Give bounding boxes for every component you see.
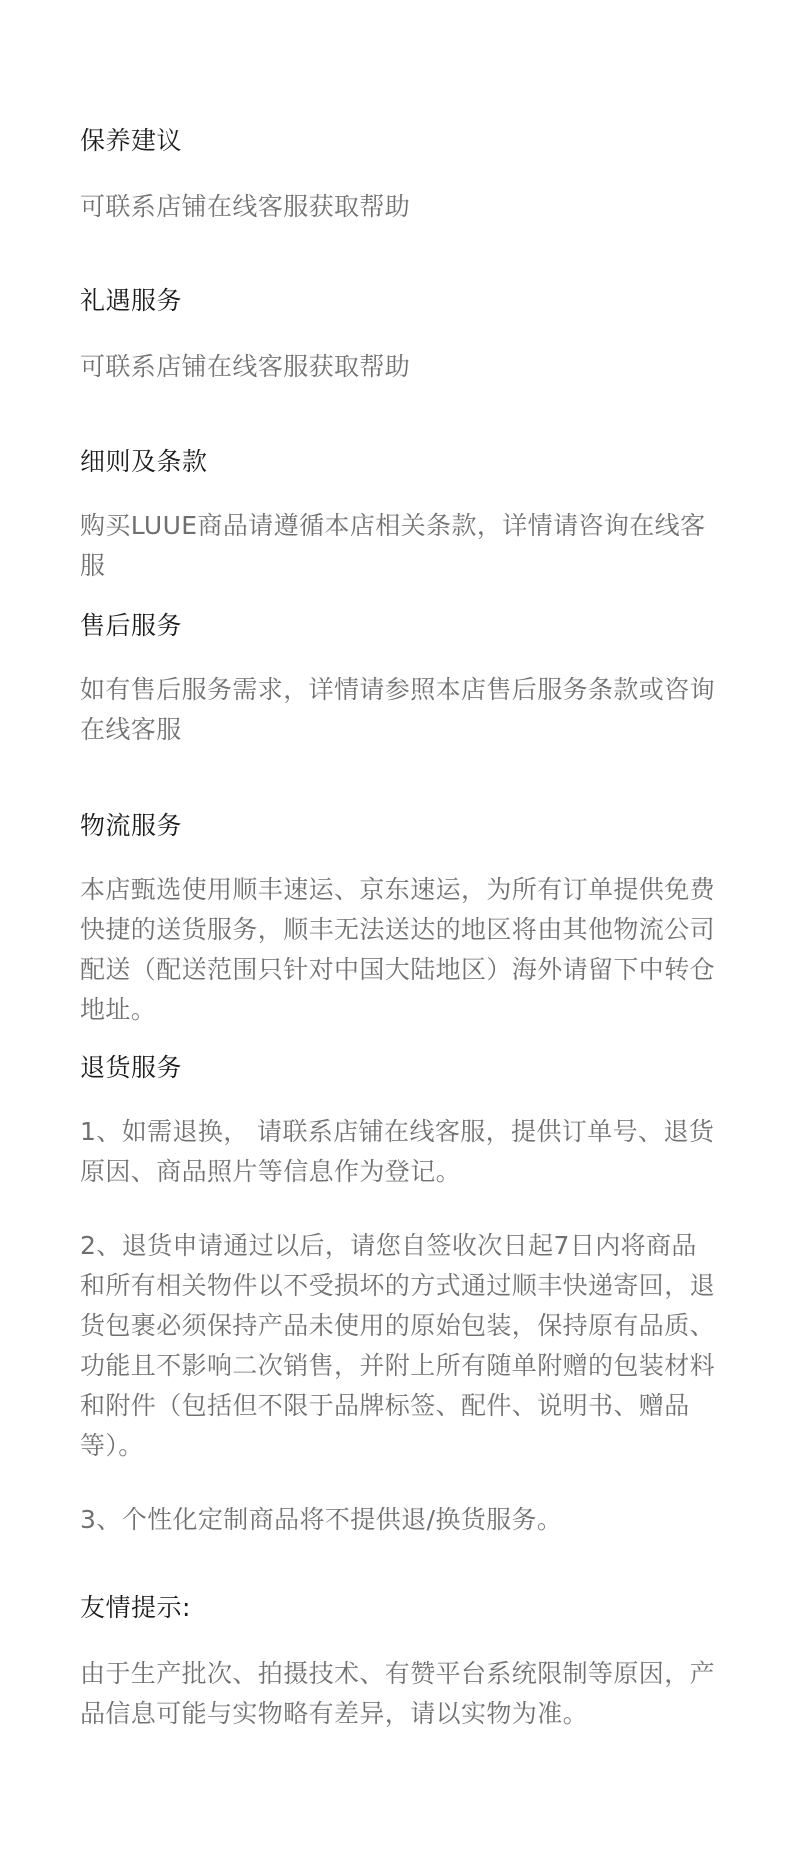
section-title: 友情提示: (80, 1593, 191, 1622)
section-title: 礼遇服务 (80, 286, 183, 315)
section-title: 细则及条款 (80, 447, 208, 476)
section-logistics (80, 810, 720, 1030)
section-title: 保养建议 (80, 126, 183, 155)
returns-step-3: 3、个性化定制商品将不提供退/换货服务。 (80, 1505, 563, 1534)
section-maintenance (80, 125, 720, 227)
section-friendly-tip (80, 1592, 720, 1734)
section-title: 售后服务 (80, 611, 183, 640)
section-text: 本店甄选使用顺丰速运、京东速运，为所有订单提供免费快捷的送货服务，顺丰无法送达的地区将由其他物流公司配送（配送范围只针对中国大陆地区）海外请留下中转仓地址。 (80, 875, 716, 1024)
section-title: 退货服务 (80, 1053, 183, 1082)
section-terms (80, 446, 720, 586)
section-courtesy (80, 285, 720, 387)
section-text: 可联系店铺在线客服获取帮助 (80, 352, 411, 381)
section-returns (80, 1052, 720, 1540)
section-text: 可联系店铺在线客服获取帮助 (80, 192, 411, 221)
returns-step-1: 1、如需退换， 请联系店铺在线客服，提供订单号、退货原因、商品照片等信息作为登记。 (80, 1117, 715, 1186)
section-text: 由于生产批次、拍摄技术、有赞平台系统限制等原因，产品信息可能与实物略有差异，请以实物为准。 (80, 1659, 716, 1728)
returns-step-2: 2、退货申请通过以后，请您自签收次日起7日内将商品和所有相关物件以不受损坏的方式通过顺丰快递寄回，退货包裹必须保持产品未使用的原始包装，保持原有品质、功能且不影响二次销售，并附上所有随单附赠的包装材料和附件（包括但不限于品牌标签、配件、说明书、赠品等）。 (80, 1231, 716, 1460)
section-after-sales (80, 610, 720, 750)
section-text: 如有售后服务需求，详情请参照本店售后服务条款或咨询在线客服 (80, 675, 716, 744)
section-title: 物流服务 (80, 811, 183, 840)
section-text: 购买LUUE商品请遵循本店相关条款，详情请咨询在线客服 (80, 511, 706, 580)
